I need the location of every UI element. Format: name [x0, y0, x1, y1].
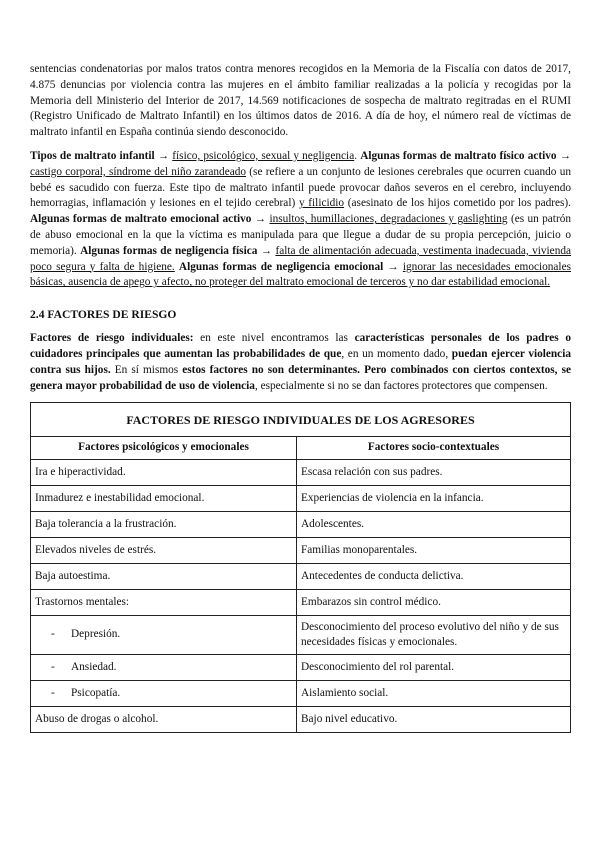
sub-item-label: Depresión. — [71, 628, 121, 641]
type-label-physical: Algunas formas de maltrato físico activo — [360, 149, 557, 162]
type-label-general: Tipos de maltrato infantil — [30, 149, 155, 162]
arrow: → — [157, 149, 170, 162]
dash-bullet: - — [51, 628, 55, 641]
risk-text-3: En sí mismos — [110, 363, 183, 376]
risk-bold-1: características personales de los padres o cuidadores principales que aumentan las probabilidades de que — [30, 332, 571, 360]
table-row — [31, 564, 571, 590]
table-row — [31, 616, 571, 655]
table-cell-psych: Elevados niveles de estrés. — [31, 538, 297, 564]
table-row — [31, 460, 571, 486]
table-cell-psych: Ira e hiperactividad. — [31, 460, 297, 486]
type-note-physical: (se refiere a un conjunto de lesiones cerebrales que ocurren cuando un bebé es sacudido con fuerza. Este tipo de maltrato infantil puede provocar daños severos en el cerebro, incluyendo hemorragias, inflamación y lesiones en el tejido cerebral) — [30, 165, 571, 210]
table-header-psych: Factores psicológicos y emocionales — [31, 437, 297, 460]
dash-bullet: - — [51, 686, 55, 699]
risk-bold-3: estos factores no son determinantes. Pero combinados con ciertos contextos, se genera mayor probabilidad de uso de violencia — [30, 363, 571, 392]
table-cell-psych: Baja tolerancia a la frustración. — [31, 512, 297, 538]
table-title: FACTORES DE RIESGO INDIVIDUALES DE LOS AGRESORES — [31, 403, 571, 437]
arrow: → — [387, 260, 399, 273]
type-note-filicide: (asesinato de los hijos cometido por los padres). — [347, 197, 571, 210]
type-value-filicide: y filicidio — [298, 197, 345, 210]
table-cell-psych: Inmadurez e inestabilidad emocional. — [31, 486, 297, 512]
table-cell-social: Adolescentes. — [297, 512, 571, 538]
risk-text-1: en este nivel encontramos las — [193, 332, 355, 345]
dash-bullet: - — [51, 660, 55, 673]
arrow: → — [260, 244, 273, 257]
sub-item-label: Ansiedad. — [71, 660, 117, 673]
type-note-emotional: (es un patrón de abuso emocional en la que la víctima es manipulada para que llegue a dudar de su propia percepción, juicio o memoria). — [30, 213, 571, 257]
table-cell-social: Embarazos sin control médico. — [297, 590, 571, 616]
document-page — [30, 62, 571, 733]
table-cell-social: Desconocimiento del rol parental. — [297, 655, 571, 681]
type-value-neglect-physical: falta de alimentación adecuada, vestimenta inadecuada, vivienda poco segura y falta de higiene. — [30, 244, 572, 273]
table-cell-social: Aislamiento social. — [297, 681, 571, 707]
type-value-neglect-emotional: ignorar las necesidades emocionales básicas, ausencia de apego y afecto, no proteger del maltrato emocional de terceros y no dar estabilidad emocional. — [30, 260, 571, 289]
table-row — [31, 512, 571, 538]
table-cell-social: Familias monoparentales. — [297, 538, 571, 564]
table-row — [31, 486, 571, 512]
risk-text-4: , especialmente si no se dan factores protectores que compensen. — [254, 379, 548, 392]
type-value-physical: castigo corporal, síndrome del niño zarandeado — [30, 165, 247, 178]
type-label-emotional: Algunas formas de maltrato emocional activo — [30, 213, 252, 226]
table-cell-psych: Trastornos mentales: — [31, 590, 297, 616]
risk-factors-paragraph — [30, 331, 571, 394]
risk-text-2: , en un momento dado, — [341, 347, 452, 360]
table-cell-psych-sub — [31, 681, 297, 707]
type-value-emotional: insultos, humillaciones, degradaciones y gaslighting — [269, 213, 508, 226]
table-row — [31, 707, 571, 733]
types-paragraph — [30, 149, 571, 291]
type-value-general: físico, psicológico, sexual y negligencia — [172, 149, 355, 162]
table-row — [31, 590, 571, 616]
period: . — [354, 149, 358, 162]
intro-paragraph: sentencias condenatorias por malos tratos contra menores recogidos en la Memoria de la Fiscalía con datos de 2017, 4.875 denuncias por violencia contra las mujeres en el ámbito familiar realizadas a la policía y recogidas por la Memoria dell Ministerio del Interior de 2017, 14.569 notificaciones de sospecha de maltrato regitradas en el RUMI (Registro Unificado de Maltrato Infantil) en los últimos datos de 2016. A día de hoy, el número real de víctimas de maltrato infantil en España continúa siendo desconocido. — [30, 63, 571, 139]
table-row — [31, 655, 571, 681]
table-cell-social: Antecedentes de conducta delictiva. — [297, 564, 571, 590]
table-cell-psych: Abuso de drogas o alcohol. — [31, 707, 297, 733]
table-cell-social: Escasa relación con sus padres. — [297, 460, 571, 486]
sub-item-label: Psicopatía. — [71, 686, 121, 699]
risk-label: Factores de riesgo individuales: — [30, 332, 194, 345]
type-label-neglect-physical: Algunas formas de negligencia física — [80, 244, 258, 257]
arrow: → — [254, 213, 267, 226]
table-cell-psych-sub — [31, 616, 297, 655]
table-row — [31, 681, 571, 707]
table-cell-psych-sub — [31, 655, 297, 681]
section-heading: 2.4 FACTORES DE RIESGO — [30, 308, 177, 322]
table-cell-social: Experiencias de violencia en la infancia. — [297, 486, 571, 512]
table-cell-psych: Baja autoestima. — [31, 564, 297, 590]
risk-bold-2: puedan ejercer violencia contra sus hijos. — [30, 347, 571, 376]
arrow: → — [559, 149, 572, 162]
table-row — [31, 538, 571, 564]
type-label-neglect-emotional: Algunas formas de negligencia emocional — [178, 260, 384, 273]
table-cell-social: Bajo nivel educativo. — [297, 707, 571, 733]
risk-factors-table — [30, 402, 571, 733]
table-cell-social: Desconocimiento del proceso evolutivo del niño y de sus necesidades físicas y emocionales. — [297, 616, 571, 655]
table-header-social: Factores socio-contextuales — [297, 437, 571, 460]
